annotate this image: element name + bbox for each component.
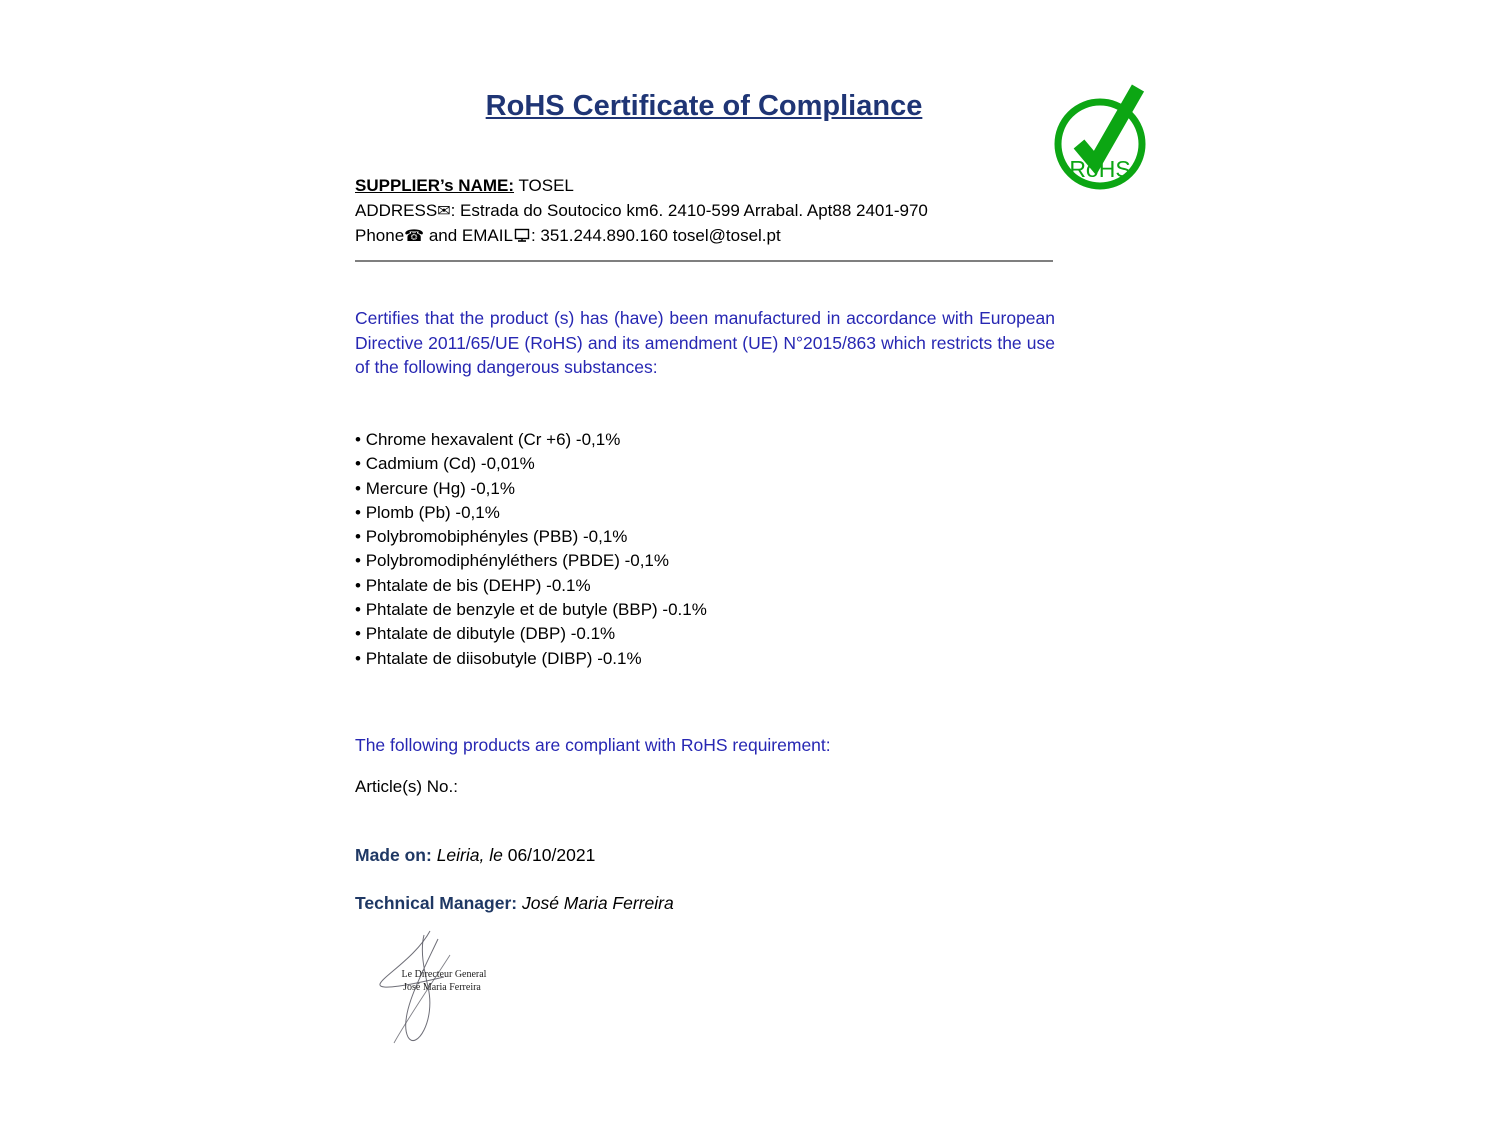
contact-value: : 351.244.890.160 tosel@tosel.pt xyxy=(530,226,781,245)
substance-item: • Polybromobiphényles (PBB) -0,1% xyxy=(355,525,1055,549)
substance-item: • Phtalate de bis (DEHP) -0.1% xyxy=(355,574,1055,598)
substance-item: • Phtalate de diisobutyle (DIBP) -0.1% xyxy=(355,647,1055,671)
checkmark-icon xyxy=(1079,88,1138,163)
email-label: and EMAIL xyxy=(424,226,513,245)
substance-item: • Mercure (Hg) -0,1% xyxy=(355,477,1055,501)
phone-label: Phone xyxy=(355,226,405,245)
supplier-name-label: SUPPLIER’s NAME: xyxy=(355,176,515,195)
substances-list xyxy=(355,428,1055,671)
substance-item: • Chrome hexavalent (Cr +6) -0,1% xyxy=(355,428,1055,452)
supplier-name-value: TOSEL xyxy=(518,176,574,195)
page-title: RoHS Certificate of Compliance xyxy=(485,90,923,122)
signature-graphic xyxy=(358,925,528,1050)
supplier-contact-line xyxy=(355,224,1055,250)
substance-item: • Phtalate de dibutyle (DBP) -0.1% xyxy=(355,622,1055,646)
signature-line1: Le Directeur General xyxy=(401,969,487,980)
made-on-date: 06/10/2021 xyxy=(507,845,596,865)
made-on-line xyxy=(355,845,1055,866)
signature-line2: José Maria Ferreira xyxy=(403,982,481,993)
rohs-logo-graphic xyxy=(1050,80,1150,192)
substance-item: • Plomb (Pb) -0,1% xyxy=(355,501,1055,525)
substance-item: • Phtalate de benzyle et de butyle (BBP) -0.1% xyxy=(355,598,1055,622)
address-label: ADDRESS xyxy=(355,200,438,220)
signature-block xyxy=(358,925,528,1050)
divider-line xyxy=(355,260,1053,262)
phone-icon: ☎ xyxy=(404,228,425,245)
technical-manager-line xyxy=(355,893,1055,914)
made-on-label: Made on: xyxy=(355,845,432,865)
substance-item: • Cadmium (Cd) -0,01% xyxy=(355,452,1055,476)
article-number-line: Article(s) No.: xyxy=(355,777,458,796)
technical-manager-name: José Maria Ferreira xyxy=(521,893,674,913)
supplier-address-line xyxy=(355,199,1055,225)
technical-manager-label: Technical Manager: xyxy=(355,893,518,913)
substance-item: • Polybromodiphényléthers (PBDE) -0,1% xyxy=(355,549,1055,573)
certification-paragraph: Certifies that the product (s) has (have) been manufactured in accordance with European Directive 2011/65/UE (RoHS) and its amendment (UE) N°2015/863 which restricts the use of the following dangerous substances: xyxy=(355,308,1055,377)
made-on-place: Leiria, le xyxy=(436,845,503,865)
supplier-name-line xyxy=(355,174,1055,199)
compliance-statement: The following products are compliant with RoHS requirement: xyxy=(355,735,831,755)
rohs-logo xyxy=(1050,80,1150,192)
supplier-block xyxy=(355,174,1055,250)
logo-text: RoHS xyxy=(1069,156,1131,182)
address-value: : Estrada do Soutocico km6. 2410-599 Arrabal. Apt88 2401-970 xyxy=(450,200,928,220)
envelope-icon: ✉ xyxy=(437,202,451,220)
computer-icon xyxy=(514,228,530,243)
